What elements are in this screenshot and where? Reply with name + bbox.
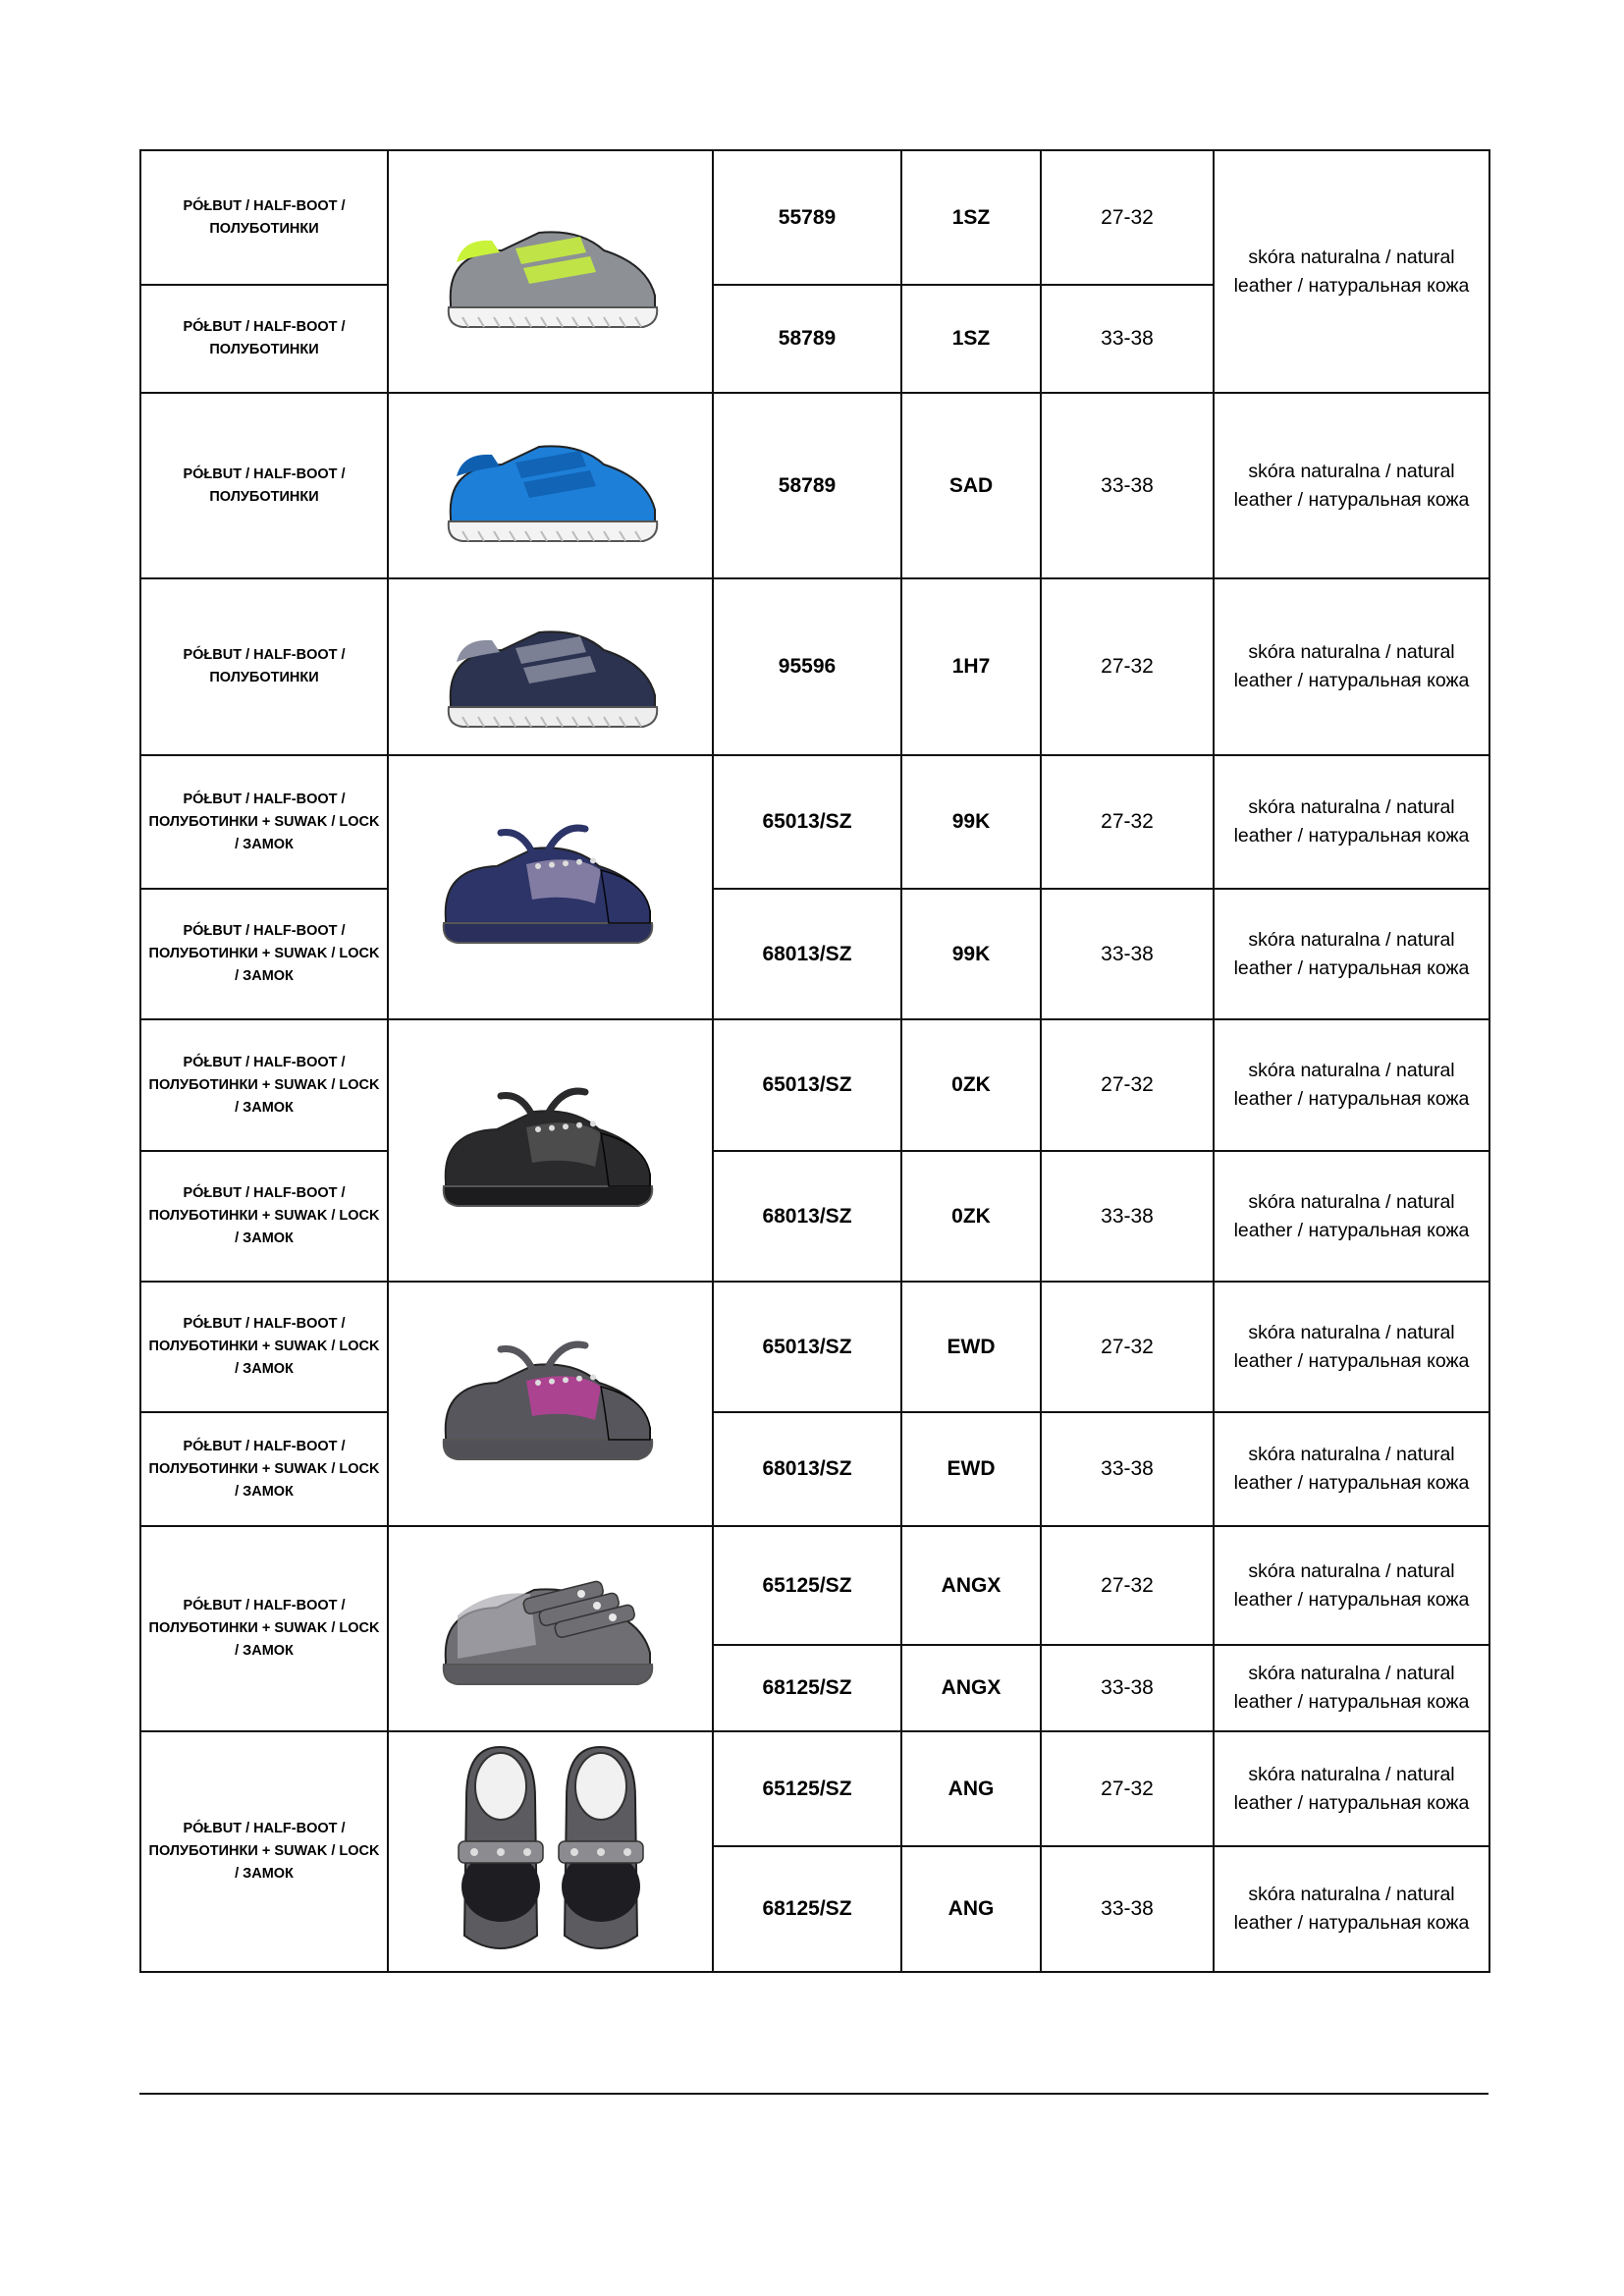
table-row bbox=[140, 1412, 1489, 1526]
product-type: PÓŁBUT / HALF-BOOT / ПОЛУБОТИНКИ + SUWAK / LOCK / ЗАМОК bbox=[140, 755, 388, 889]
model-number: 95596 bbox=[713, 578, 901, 755]
material: skóra naturalna / natural leather / натуральная кожа bbox=[1214, 889, 1489, 1019]
model-number: 65125/SZ bbox=[713, 1731, 901, 1846]
size-range: 27-32 bbox=[1041, 578, 1214, 755]
color-code: 99K bbox=[901, 755, 1041, 889]
model-number: 68125/SZ bbox=[713, 1645, 901, 1731]
model-number: 68125/SZ bbox=[713, 1846, 901, 1972]
model-number: 58789 bbox=[713, 285, 901, 393]
color-code: ANGX bbox=[901, 1526, 1041, 1645]
size-range: 27-32 bbox=[1041, 1526, 1214, 1645]
color-code: ANG bbox=[901, 1846, 1041, 1972]
material: skóra naturalna / natural leather / натуральная кожа bbox=[1214, 393, 1489, 578]
size-range: 27-32 bbox=[1041, 755, 1214, 889]
product-photo-cell bbox=[388, 393, 713, 578]
color-code: 0ZK bbox=[901, 1019, 1041, 1151]
material: skóra naturalna / natural leather / натуральная кожа bbox=[1214, 1019, 1489, 1151]
table-row bbox=[140, 578, 1489, 755]
product-type: PÓŁBUT / HALF-BOOT / ПОЛУБОТИНКИ bbox=[140, 578, 388, 755]
model-number: 68013/SZ bbox=[713, 1151, 901, 1282]
color-code: ANG bbox=[901, 1731, 1041, 1846]
table-row bbox=[140, 755, 1489, 889]
size-range: 33-38 bbox=[1041, 889, 1214, 1019]
model-number: 58789 bbox=[713, 393, 901, 578]
sneaker-black-icon bbox=[428, 1072, 674, 1230]
size-range: 27-32 bbox=[1041, 1731, 1214, 1846]
table-row bbox=[140, 1019, 1489, 1151]
size-range: 33-38 bbox=[1041, 285, 1214, 393]
material: skóra naturalna / natural leather / натуральная кожа bbox=[1214, 1846, 1489, 1972]
size-range: 33-38 bbox=[1041, 393, 1214, 578]
product-type: PÓŁBUT / HALF-BOOT / ПОЛУБОТИНКИ + SUWAK / LOCK / ЗАМОК bbox=[140, 1731, 388, 1972]
product-type: PÓŁBUT / HALF-BOOT / ПОЛУБОТИНКИ + SUWAK / LOCK / ЗАМОК bbox=[140, 889, 388, 1019]
size-range: 27-32 bbox=[1041, 150, 1214, 285]
size-range: 33-38 bbox=[1041, 1645, 1214, 1731]
product-photo-cell bbox=[388, 755, 713, 1019]
product-photo-cell bbox=[388, 150, 713, 393]
table-row bbox=[140, 393, 1489, 578]
product-type: PÓŁBUT / HALF-BOOT / ПОЛУБОТИНКИ + SUWAK / LOCK / ЗАМОК bbox=[140, 1412, 388, 1526]
color-code: 1SZ bbox=[901, 285, 1041, 393]
sneaker-navy-icon bbox=[433, 593, 669, 740]
sneaker-grey-lime-icon bbox=[433, 193, 669, 351]
material: skóra naturalna / natural leather / натуральная кожа bbox=[1214, 578, 1489, 755]
sneaker-grey-pink-icon bbox=[428, 1326, 674, 1483]
size-range: 27-32 bbox=[1041, 1019, 1214, 1151]
product-type: PÓŁBUT / HALF-BOOT / ПОЛУБОТИНКИ bbox=[140, 393, 388, 578]
color-code: 99K bbox=[901, 889, 1041, 1019]
product-photo-cell bbox=[388, 1526, 713, 1731]
material: skóra naturalna / natural leather / натуральная кожа bbox=[1214, 150, 1489, 393]
product-type: PÓŁBUT / HALF-BOOT / ПОЛУБОТИНКИ + SUWAK / LOCK / ЗАМОК bbox=[140, 1282, 388, 1412]
size-range: 33-38 bbox=[1041, 1412, 1214, 1526]
product-type: PÓŁBUT / HALF-BOOT / ПОЛУБОТИНКИ + SUWAK / LOCK / ЗАМОК bbox=[140, 1019, 388, 1151]
model-number: 65125/SZ bbox=[713, 1526, 901, 1645]
size-range: 27-32 bbox=[1041, 1282, 1214, 1412]
model-number: 65013/SZ bbox=[713, 1019, 901, 1151]
table-row bbox=[140, 1526, 1489, 1645]
material: skóra naturalna / natural leather / натуральная кожа bbox=[1214, 1731, 1489, 1846]
table-row bbox=[140, 1282, 1489, 1412]
table-row bbox=[140, 889, 1489, 1019]
size-range: 33-38 bbox=[1041, 1846, 1214, 1972]
model-number: 65013/SZ bbox=[713, 1282, 901, 1412]
color-code: 1H7 bbox=[901, 578, 1041, 755]
product-photo-cell bbox=[388, 1019, 713, 1282]
product-photo-cell bbox=[388, 578, 713, 755]
table-row bbox=[140, 1731, 1489, 1846]
material: skóra naturalna / natural leather / натуральная кожа bbox=[1214, 1526, 1489, 1645]
color-code: EWD bbox=[901, 1282, 1041, 1412]
product-type: PÓŁBUT / HALF-BOOT / ПОЛУБОТИНКИ bbox=[140, 285, 388, 393]
sneaker-grey-straps-icon bbox=[428, 1551, 674, 1708]
color-code: 0ZK bbox=[901, 1151, 1041, 1282]
color-code: SAD bbox=[901, 393, 1041, 578]
product-type: PÓŁBUT / HALF-BOOT / ПОЛУБОТИНКИ + SUWAK / LOCK / ЗАМОК bbox=[140, 1526, 388, 1731]
product-photo-cell bbox=[388, 1282, 713, 1526]
sneaker-pair-fur-icon bbox=[443, 1739, 659, 1965]
product-table bbox=[139, 149, 1490, 1973]
sneaker-navy-glitter-icon bbox=[428, 809, 674, 966]
model-number: 68013/SZ bbox=[713, 889, 901, 1019]
model-number: 68013/SZ bbox=[713, 1412, 901, 1526]
product-photo-cell bbox=[388, 1731, 713, 1972]
material: skóra naturalna / natural leather / натуральная кожа bbox=[1214, 1282, 1489, 1412]
model-number: 55789 bbox=[713, 150, 901, 285]
size-range: 33-38 bbox=[1041, 1151, 1214, 1282]
material: skóra naturalna / natural leather / натуральная кожа bbox=[1214, 755, 1489, 889]
table-row bbox=[140, 150, 1489, 285]
sneaker-blue-icon bbox=[433, 408, 669, 565]
model-number: 65013/SZ bbox=[713, 755, 901, 889]
material: skóra naturalna / natural leather / натуральная кожа bbox=[1214, 1412, 1489, 1526]
color-code: 1SZ bbox=[901, 150, 1041, 285]
footer-rule bbox=[139, 2093, 1489, 2095]
material: skóra naturalna / natural leather / натуральная кожа bbox=[1214, 1151, 1489, 1282]
color-code: EWD bbox=[901, 1412, 1041, 1526]
color-code: ANGX bbox=[901, 1645, 1041, 1731]
table-row bbox=[140, 1151, 1489, 1282]
material: skóra naturalna / natural leather / натуральная кожа bbox=[1214, 1645, 1489, 1731]
product-type: PÓŁBUT / HALF-BOOT / ПОЛУБОТИНКИ + SUWAK / LOCK / ЗАМОК bbox=[140, 1151, 388, 1282]
product-type: PÓŁBUT / HALF-BOOT / ПОЛУБОТИНКИ bbox=[140, 150, 388, 285]
